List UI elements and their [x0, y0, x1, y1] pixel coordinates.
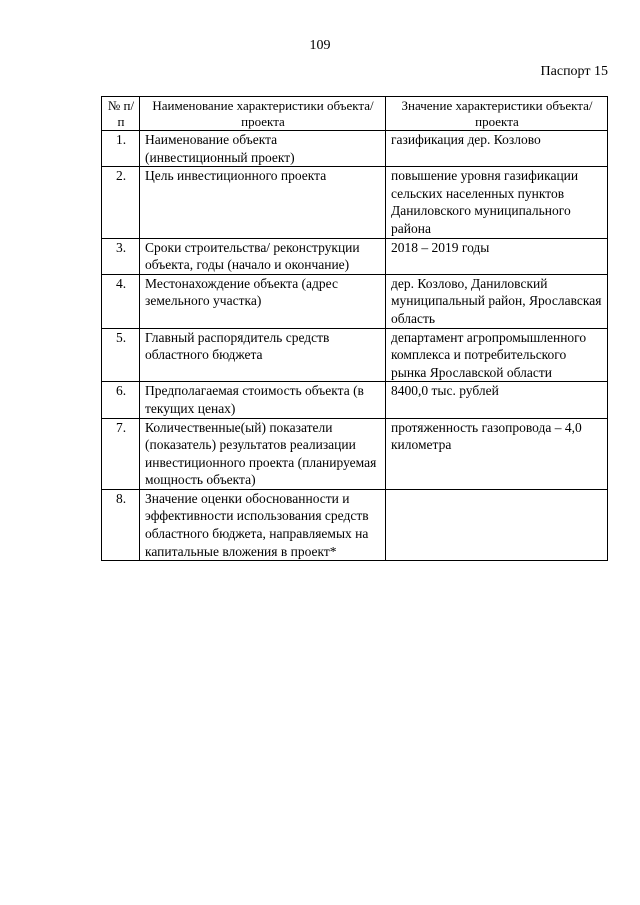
table-row [102, 131, 608, 167]
row-characteristic-name: Местонахождение объекта (адрес земельного участка) [140, 274, 386, 328]
row-number: 7. [102, 418, 140, 489]
row-number: 2. [102, 167, 140, 238]
row-characteristic-value: 8400,0 тыс. рублей [386, 382, 608, 418]
row-characteristic-name: Цель инвестиционного проекта [140, 167, 386, 238]
row-number: 3. [102, 238, 140, 274]
row-number: 1. [102, 131, 140, 167]
row-characteristic-value: департамент агропромышленного комплекса и потребительского рынка Ярославской области [386, 328, 608, 382]
table-row [102, 238, 608, 274]
row-characteristic-name: Количественные(ый) показатели (показатель) результатов реализации инвестиционного проекта (планируемая мощность объекта) [140, 418, 386, 489]
table-row [102, 418, 608, 489]
row-characteristic-name: Главный распорядитель средств областного бюджета [140, 328, 386, 382]
row-characteristic-name: Сроки строительства/ реконструкции объекта, годы (начало и окончание) [140, 238, 386, 274]
row-characteristic-name: Предполагаемая стоимость объекта (в текущих ценах) [140, 382, 386, 418]
row-number: 5. [102, 328, 140, 382]
table-row [102, 328, 608, 382]
table-row [102, 382, 608, 418]
row-number: 4. [102, 274, 140, 328]
row-number: 6. [102, 382, 140, 418]
table-row [102, 489, 608, 560]
header-value: Значение характеристики объекта/проекта [386, 97, 608, 131]
row-number: 8. [102, 489, 140, 560]
row-characteristic-value: повышение уровня газификации сельских населенных пунктов Даниловского муниципального района [386, 167, 608, 238]
table-row [102, 167, 608, 238]
row-characteristic-name: Наименование объекта (инвестиционный проект) [140, 131, 386, 167]
row-characteristic-value [386, 489, 608, 560]
row-characteristic-value: 2018 – 2019 годы [386, 238, 608, 274]
table-header-row [102, 97, 608, 131]
table-row [102, 274, 608, 328]
passport-table [101, 96, 608, 561]
row-characteristic-value: дер. Козлово, Даниловский муниципальный район, Ярославская область [386, 274, 608, 328]
header-num: № п/п [102, 97, 140, 131]
passport-label: Паспорт 15 [540, 64, 608, 79]
header-name: Наименование характеристики объекта/проекта [140, 97, 386, 131]
row-characteristic-value: протяженность газопровода – 4,0 километра [386, 418, 608, 489]
row-characteristic-value: газификация дер. Козлово [386, 131, 608, 167]
page-number: 109 [309, 38, 331, 53]
row-characteristic-name: Значение оценки обоснованности и эффективности использования средств областного бюджета, направляемых на капитальные вложения в проект* [140, 489, 386, 560]
